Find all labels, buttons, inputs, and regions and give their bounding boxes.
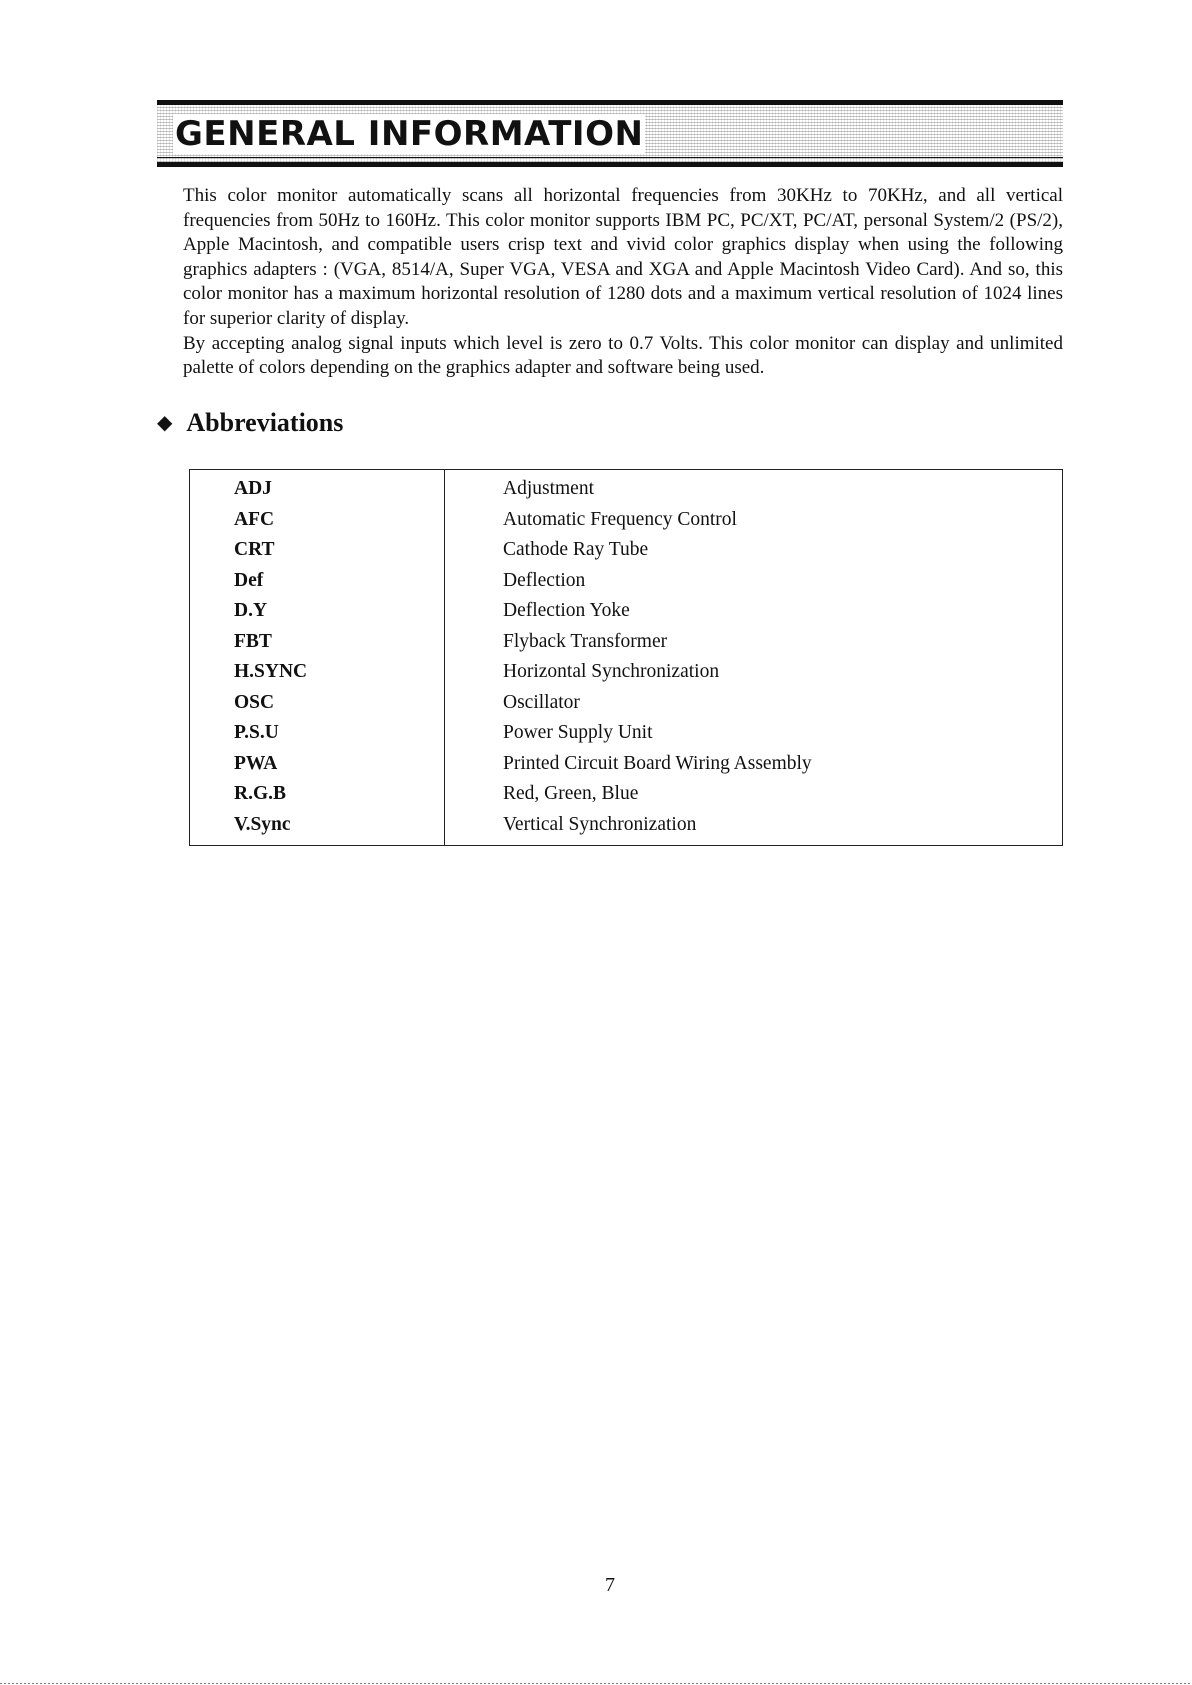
abbreviation-definition: Cathode Ray Tube <box>503 539 649 560</box>
table-row <box>190 535 1062 566</box>
table-row <box>190 566 1062 597</box>
abbreviation-term: PWA <box>234 752 278 774</box>
table-row <box>190 718 1062 749</box>
diamond-bullet-icon: ◆ <box>157 410 173 434</box>
intro-paragraph-1: This color monitor automatically scans all horizontal frequencies from 30KHz to 70KHz, and all vertical frequencies from 50Hz to 160Hz. This color monitor supports IBM PC, PC/XT, PC/AT, personal System/2 (PS/2), Apple Macintosh, and compatible users crisp text and vivid color graphics display when using the following graphics adapters : (VGA, 8514/A, Super VGA, VESA and XGA and Apple Macintosh Video Card). And so, this color monitor has a maximum horizontal resolution of 1280 dots and a maximum vertical resolution of 1024 lines for superior clarity of display. <box>183 185 1063 329</box>
table-row <box>190 779 1062 810</box>
intro-text <box>183 184 1063 381</box>
abbreviation-definition: Automatic Frequency Control <box>503 508 737 530</box>
page-number: 7 <box>605 1574 615 1596</box>
abbreviation-definition: Flyback Transformer <box>503 630 668 652</box>
abbreviations-table <box>189 469 1063 846</box>
page-title: GENERAL INFORMATION <box>175 114 644 154</box>
table-row <box>190 474 1062 505</box>
abbreviation-term: FBT <box>234 630 272 652</box>
table-row <box>190 810 1062 841</box>
table-row <box>190 627 1062 658</box>
table-row <box>190 688 1062 719</box>
abbreviation-definition: Adjustment <box>503 478 594 499</box>
abbreviation-definition: Power Supply Unit <box>503 722 653 743</box>
abbreviation-term: CRT <box>234 539 275 560</box>
abbreviation-term: ADJ <box>234 478 272 499</box>
bottom-dotted-rule <box>0 1683 1192 1684</box>
abbreviation-definition: Printed Circuit Board Wiring Assembly <box>503 752 812 774</box>
table-row <box>190 596 1062 627</box>
abbreviation-definition: Red, Green, Blue <box>503 783 639 804</box>
abbreviation-definition: Deflection Yoke <box>503 600 630 621</box>
abbreviation-term: R.G.B <box>234 783 287 804</box>
intro-paragraph-2: By accepting analog signal inputs which level is zero to 0.7 Volts. This color monitor can display and unlimited palette of colors depending on the graphics adapter and software being used. <box>183 332 1063 379</box>
abbreviation-term: P.S.U <box>234 722 279 743</box>
table-row <box>190 657 1062 688</box>
abbreviation-definition: Horizontal Synchronization <box>503 661 720 682</box>
table-row <box>190 505 1062 536</box>
abbreviation-term: D.Y <box>234 600 268 621</box>
abbreviation-term: V.Sync <box>234 813 291 835</box>
abbreviation-definition: Deflection <box>503 569 586 591</box>
abbreviation-term: OSC <box>234 691 275 713</box>
table-row <box>190 749 1062 780</box>
abbreviation-definition: Oscillator <box>503 691 580 713</box>
abbreviation-term: AFC <box>234 508 275 530</box>
abbreviations-heading-label: Abbreviations <box>186 408 344 437</box>
abbreviation-term: Def <box>234 569 264 591</box>
abbreviations-heading <box>157 404 343 441</box>
abbreviation-term: H.SYNC <box>234 661 308 682</box>
title-banner <box>157 100 1063 167</box>
abbreviation-definition: Vertical Synchronization <box>503 813 697 835</box>
